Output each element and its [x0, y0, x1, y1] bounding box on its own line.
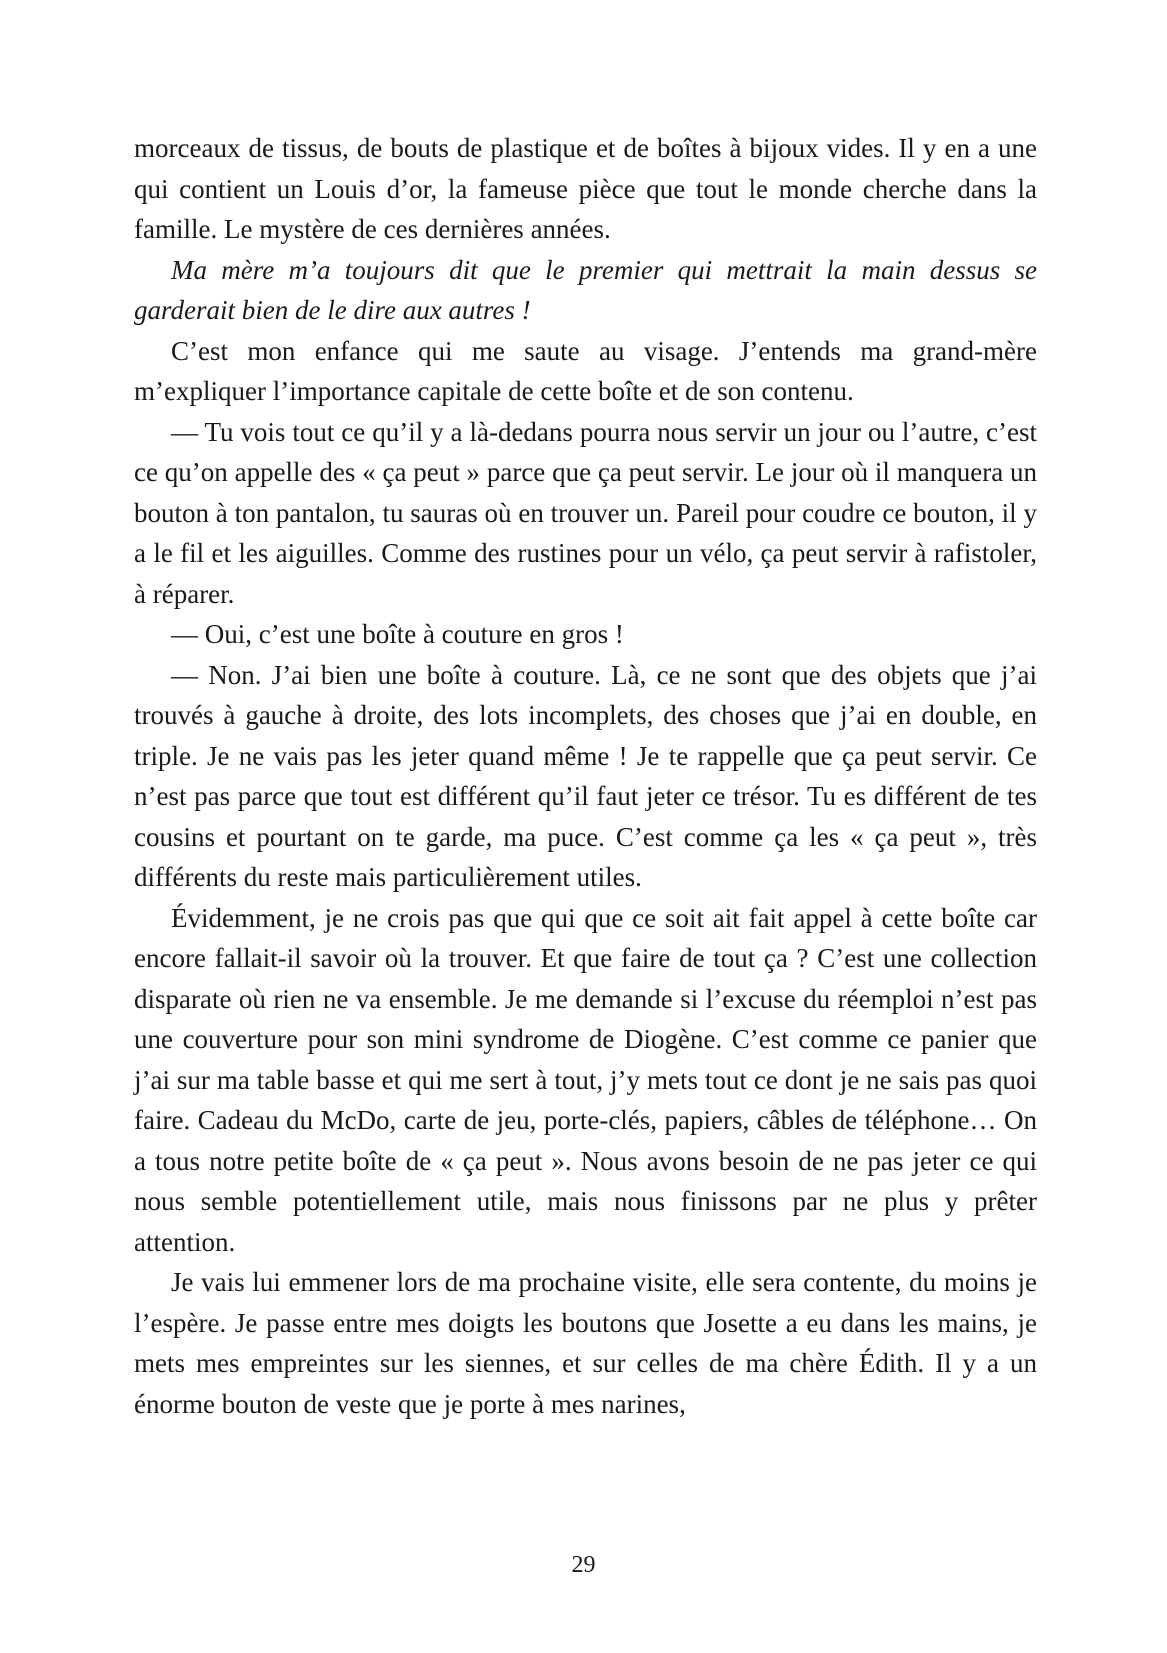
paragraph: morceaux de tissus, de bouts de plastique et de boîtes à bijoux vides. Il y en a une qui contient un Louis d’or, la fameuse pièce que tout le monde cherche dans la famille. Le mystère de ces dernières années. [134, 133, 1037, 244]
paragraph: Je vais lui emmener lors de ma prochaine visite, elle sera contente, du moins je l’espère. Je passe entre mes doigts les boutons que Josette a eu dans les mains, je mets mes empreintes sur les siennes, et sur celles de ma chère Édith. Il y a un énorme bouton de veste que je porte à mes narines, [134, 1267, 1037, 1419]
dialogue-paragraph: — Non. J’ai bien une boîte à couture. Là, ce ne sont que des objets que j’ai trouvés à gauche à droite, des lots incomplets, des choses que j’ai en double, en triple. Je ne vais pas les jeter quand même ! Je te rappelle que ça peut servir. Ce n’est pas parce que tout est différent qu’il faut jeter ce trésor. Tu es différent de tes cousins et pourtant on te garde, ma puce. C’est comme ça les « ça peut », très différents du reste mais particulièrement utiles. [134, 659, 1037, 892]
dialogue-paragraph: — Oui, c’est une boîte à couture en gros ! [171, 619, 624, 649]
body-text [134, 128, 1037, 1424]
paragraph: Évidemment, je ne crois pas que qui que ce soit ait fait appel à cette boîte car encore fallait-il savoir où la trouver. Et que faire de tout ça ? C’est une collection disparate où rien ne va ensemble. Je me demande si l’excuse du réemploi n’est pas une couverture pour son mini syndrome de Diogène. C’est comme ce panier que j’ai sur ma table basse et qui me sert à tout, j’y mets tout ce dont je ne sais pas quoi faire. Cadeau du McDo, carte de jeu, porte-clés, papiers, câbles de téléphone… On a tous notre petite boîte de « ça peut ». Nous avons besoin de ne pas jeter ce qui nous semble potentiellement utile, mais nous finissons par ne plus y prêter attention. [134, 902, 1037, 1257]
italic-paragraph: Ma mère m’a toujours dit que le premier qui mettrait la main dessus se garderait bien de le dire aux autres ! [134, 254, 1037, 325]
page-number: 29 [571, 1552, 596, 1578]
dialogue-paragraph: — Tu vois tout ce qu’il y a là-dedans pourra nous servir un jour ou l’autre, c’est ce qu’on appelle des « ça peut » parce que ça peut servir. Le jour où il manquera un bouton à ton pantalon, tu sauras où en trouver un. Pareil pour coudre ce bouton, il y a le fil et les aiguilles. Comme des rustines pour un vélo, ça peut servir à rafistoler, à réparer. [134, 416, 1037, 609]
paragraph: C’est mon enfance qui me saute au visage. J’entends ma grand-mère m’expliquer l’importance capitale de cette boîte et de son contenu. [134, 335, 1037, 406]
